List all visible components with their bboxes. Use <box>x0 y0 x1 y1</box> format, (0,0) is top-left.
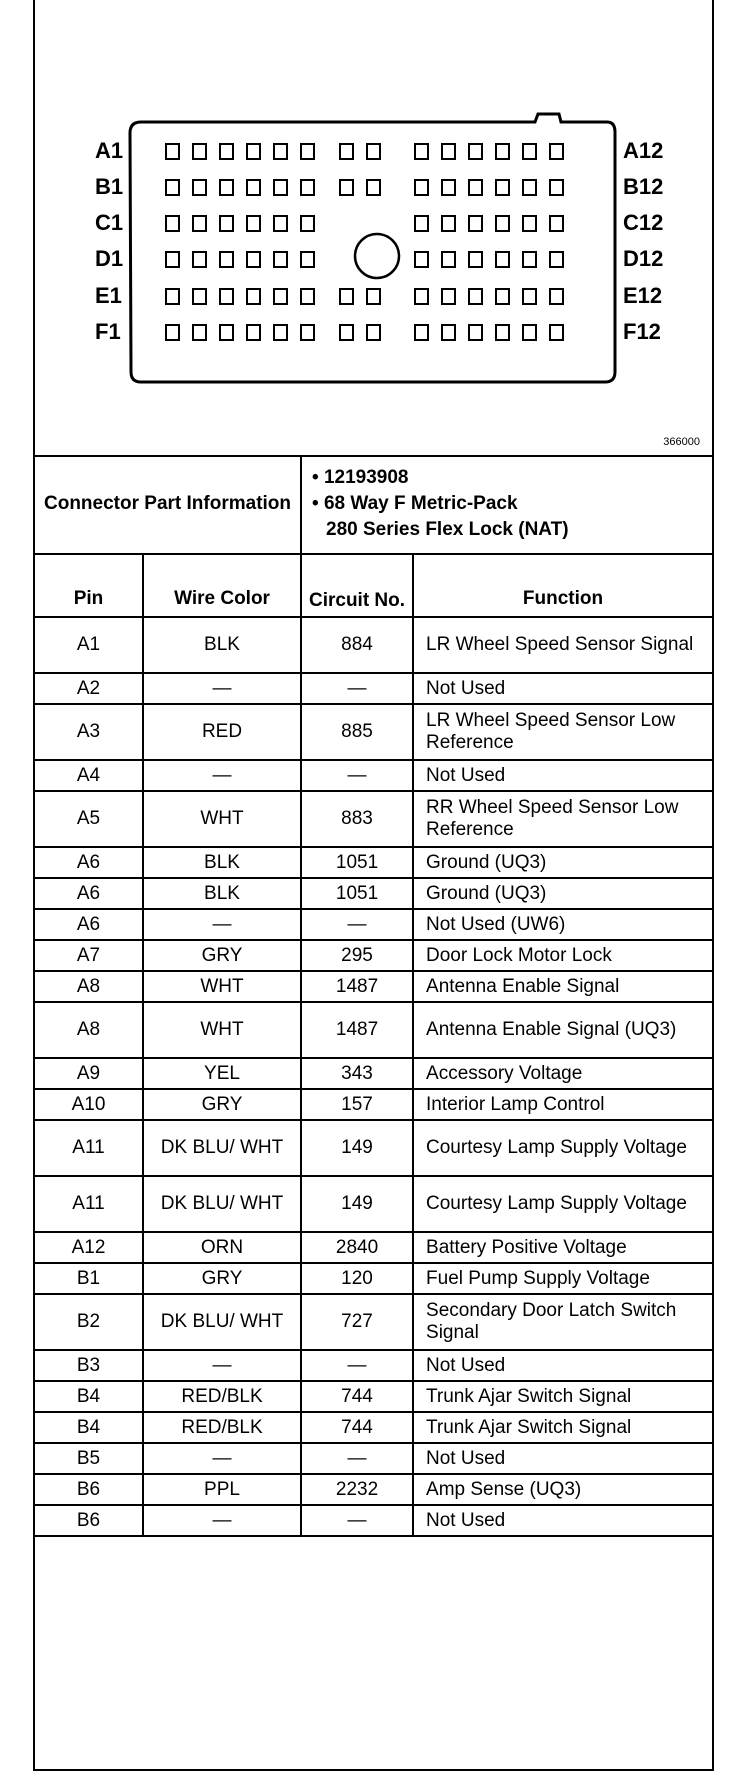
pin-cell: B5 <box>35 1443 143 1474</box>
pin-cavity <box>274 325 287 340</box>
row-label-left: B1 <box>95 174 124 199</box>
pin-cavity <box>523 180 536 195</box>
pin-cell: A12 <box>35 1232 143 1263</box>
pin-cavity <box>166 144 179 159</box>
circuit-cell: 744 <box>301 1412 413 1443</box>
wire-color-cell: BLK <box>143 847 301 878</box>
function-cell: Courtesy Lamp Supply Voltage <box>413 1120 712 1176</box>
header-wire-color: Wire Color <box>143 554 301 617</box>
wire-color-cell: — <box>143 1350 301 1381</box>
pin-cavity <box>193 216 206 231</box>
function-cell: LR Wheel Speed Sensor Signal <box>413 617 712 673</box>
connector-end-view-sheet <box>33 0 714 1771</box>
row-label-right: D12 <box>623 246 664 271</box>
pin-cavity <box>166 325 179 340</box>
pin-cavity <box>415 289 428 304</box>
pin-cavity <box>523 252 536 267</box>
pin-cell: A11 <box>35 1120 143 1176</box>
function-cell: Secondary Door Latch Switch Signal <box>413 1294 712 1350</box>
table-row <box>35 1232 712 1263</box>
circuit-cell: 2840 <box>301 1232 413 1263</box>
pin-cavity <box>301 216 314 231</box>
circuit-cell: 883 <box>301 791 413 847</box>
table-row <box>35 673 712 704</box>
circuit-cell: — <box>301 1443 413 1474</box>
circuit-cell: 1051 <box>301 847 413 878</box>
wire-color-cell: — <box>143 673 301 704</box>
table-row <box>35 1089 712 1120</box>
table-row <box>35 1263 712 1294</box>
function-cell: Fuel Pump Supply Voltage <box>413 1263 712 1294</box>
wire-color-cell: GRY <box>143 1089 301 1120</box>
pin-cavity <box>193 144 206 159</box>
function-cell: Amp Sense (UQ3) <box>413 1474 712 1505</box>
pin-cell: A5 <box>35 791 143 847</box>
pin-cavity <box>469 252 482 267</box>
wire-color-cell: — <box>143 760 301 791</box>
wire-color-cell: DK BLU/ WHT <box>143 1120 301 1176</box>
pin-cavity <box>523 289 536 304</box>
wire-color-cell: GRY <box>143 940 301 971</box>
pin-cavity <box>442 144 455 159</box>
wire-color-cell: GRY <box>143 1263 301 1294</box>
table-row <box>35 971 712 1002</box>
pin-cavity <box>274 180 287 195</box>
pin-cell: A6 <box>35 878 143 909</box>
right-row-labels <box>623 138 663 344</box>
pin-cavity <box>496 325 509 340</box>
pin-cell: B4 <box>35 1381 143 1412</box>
wire-color-cell: DK BLU/ WHT <box>143 1294 301 1350</box>
pin-cavity <box>166 289 179 304</box>
circuit-cell: — <box>301 909 413 940</box>
pin-cavity <box>523 144 536 159</box>
pin-cavity <box>415 144 428 159</box>
table-row <box>35 1294 712 1350</box>
table-row <box>35 1505 712 1536</box>
circuit-cell: 2232 <box>301 1474 413 1505</box>
pin-cavity <box>274 216 287 231</box>
pin-cavity <box>166 252 179 267</box>
pin-cavity <box>301 252 314 267</box>
pin-cavity <box>193 180 206 195</box>
function-cell: Trunk Ajar Switch Signal <box>413 1381 712 1412</box>
pin-cell: A8 <box>35 1002 143 1058</box>
pin-cavity <box>193 325 206 340</box>
pin-cavity <box>301 180 314 195</box>
pin-cavity-grid <box>166 144 563 340</box>
function-cell: Interior Lamp Control <box>413 1089 712 1120</box>
function-cell: Door Lock Motor Lock <box>413 940 712 971</box>
circuit-cell: — <box>301 1350 413 1381</box>
pin-cavity <box>301 144 314 159</box>
pin-cavity <box>220 180 233 195</box>
row-label-left: C1 <box>95 210 124 235</box>
pin-cavity <box>415 252 428 267</box>
pin-cavity <box>247 252 260 267</box>
function-cell: Antenna Enable Signal (UQ3) <box>413 1002 712 1058</box>
wire-color-cell: DK BLU/ WHT <box>143 1176 301 1232</box>
pin-cavity <box>274 144 287 159</box>
pin-cell: A6 <box>35 909 143 940</box>
circuit-cell: 120 <box>301 1263 413 1294</box>
row-label-right: E12 <box>623 283 663 308</box>
table-row <box>35 909 712 940</box>
pin-cell: B6 <box>35 1474 143 1505</box>
row-label-left: F1 <box>95 319 121 344</box>
pin-cavity <box>550 180 563 195</box>
pin-cell: A8 <box>35 971 143 1002</box>
connector-face-svg <box>35 0 712 455</box>
circuit-cell: — <box>301 673 413 704</box>
header-pin: Pin <box>35 554 143 617</box>
wire-color-cell: BLK <box>143 617 301 673</box>
pin-cavity <box>442 289 455 304</box>
pin-cavity <box>415 325 428 340</box>
pin-cell: B1 <box>35 1263 143 1294</box>
pin-cavity <box>550 216 563 231</box>
connector-info-label: Connector Part Information <box>35 455 301 554</box>
pin-cavity <box>301 325 314 340</box>
wire-color-cell: — <box>143 909 301 940</box>
wire-color-cell: RED/BLK <box>143 1381 301 1412</box>
pin-cavity <box>469 325 482 340</box>
wire-color-cell: ORN <box>143 1232 301 1263</box>
row-label-right: A12 <box>623 138 664 163</box>
pin-cavity <box>496 144 509 159</box>
row-label-right: C12 <box>623 210 664 235</box>
pin-cavity <box>301 289 314 304</box>
table-row <box>35 704 712 760</box>
pin-cavity <box>340 289 353 304</box>
circuit-cell: 885 <box>301 704 413 760</box>
pin-cell: A9 <box>35 1058 143 1089</box>
row-label-left: E1 <box>95 283 122 308</box>
pin-cavity <box>166 216 179 231</box>
connector-info-item: • 12193908 <box>312 467 409 488</box>
wire-color-cell: PPL <box>143 1474 301 1505</box>
pin-cavity <box>550 144 563 159</box>
header-circuit: Circuit No. <box>301 554 413 617</box>
pin-cavity <box>220 144 233 159</box>
pin-cavity <box>550 252 563 267</box>
connector-outline <box>130 114 615 382</box>
circuit-cell: — <box>301 760 413 791</box>
center-bolt-hole <box>355 234 399 278</box>
circuit-cell: 149 <box>301 1120 413 1176</box>
wire-color-cell: — <box>143 1505 301 1536</box>
connector-info-row <box>35 455 712 554</box>
pin-cavity <box>367 180 380 195</box>
pin-cavity <box>550 289 563 304</box>
table-row <box>35 760 712 791</box>
pin-cavity <box>550 325 563 340</box>
function-cell: Not Used <box>413 1505 712 1536</box>
row-label-left: D1 <box>95 246 124 271</box>
row-label-right: F12 <box>623 319 661 344</box>
pin-cell: A11 <box>35 1176 143 1232</box>
table-row <box>35 1350 712 1381</box>
wire-color-cell: — <box>143 1443 301 1474</box>
circuit-cell: 295 <box>301 940 413 971</box>
function-cell: Battery Positive Voltage <box>413 1232 712 1263</box>
pin-cell: A10 <box>35 1089 143 1120</box>
pin-cavity <box>367 289 380 304</box>
pin-cavity <box>523 216 536 231</box>
circuit-cell: 727 <box>301 1294 413 1350</box>
pin-cavity <box>220 289 233 304</box>
pin-cavity <box>340 325 353 340</box>
pin-cavity <box>496 180 509 195</box>
pin-cavity <box>523 325 536 340</box>
row-label-left: A1 <box>95 138 124 163</box>
header-function: Function <box>413 554 712 617</box>
function-cell: Trunk Ajar Switch Signal <box>413 1412 712 1443</box>
circuit-cell: 884 <box>301 617 413 673</box>
table-row <box>35 1176 712 1232</box>
figure-number: 366000 <box>663 436 700 448</box>
pin-cavity <box>193 252 206 267</box>
pin-cell: A6 <box>35 847 143 878</box>
pin-cavity <box>469 216 482 231</box>
function-cell: Not Used <box>413 1443 712 1474</box>
table-row <box>35 1120 712 1176</box>
pin-cavity <box>220 325 233 340</box>
pin-cavity <box>496 252 509 267</box>
pin-cavity <box>193 289 206 304</box>
pin-cavity <box>469 144 482 159</box>
pin-cavity <box>220 252 233 267</box>
pin-cell: A3 <box>35 704 143 760</box>
pin-cell: B2 <box>35 1294 143 1350</box>
wire-color-cell: WHT <box>143 1002 301 1058</box>
pin-cavity <box>274 289 287 304</box>
table-header-row <box>35 554 712 617</box>
wire-color-cell: YEL <box>143 1058 301 1089</box>
pin-cell: B4 <box>35 1412 143 1443</box>
pin-cavity <box>469 289 482 304</box>
table-row <box>35 1058 712 1089</box>
circuit-cell: 1487 <box>301 971 413 1002</box>
table-row <box>35 1002 712 1058</box>
circuit-cell: 149 <box>301 1176 413 1232</box>
pin-cell: A7 <box>35 940 143 971</box>
function-cell: Accessory Voltage <box>413 1058 712 1089</box>
table-row <box>35 1474 712 1505</box>
table-row <box>35 1443 712 1474</box>
row-label-right: B12 <box>623 174 664 199</box>
pin-cavity <box>166 180 179 195</box>
circuit-cell: 744 <box>301 1381 413 1412</box>
circuit-cell: — <box>301 1505 413 1536</box>
pin-cavity <box>442 216 455 231</box>
circuit-cell: 1487 <box>301 1002 413 1058</box>
circuit-cell: 157 <box>301 1089 413 1120</box>
pin-cavity <box>469 180 482 195</box>
function-cell: Ground (UQ3) <box>413 878 712 909</box>
pin-cell: A1 <box>35 617 143 673</box>
pin-cavity <box>340 180 353 195</box>
table-row <box>35 791 712 847</box>
table-row <box>35 878 712 909</box>
connector-info-item: • 68 Way F Metric-Pack <box>312 493 518 514</box>
pin-cavity <box>247 144 260 159</box>
function-cell: RR Wheel Speed Sensor Low Reference <box>413 791 712 847</box>
connector-info-list <box>301 455 712 554</box>
pin-cavity <box>367 144 380 159</box>
pin-cavity <box>247 325 260 340</box>
pin-cavity <box>340 144 353 159</box>
function-cell: Ground (UQ3) <box>413 847 712 878</box>
table-row <box>35 847 712 878</box>
function-cell: LR Wheel Speed Sensor Low Reference <box>413 704 712 760</box>
pin-cavity <box>247 289 260 304</box>
pin-cell: B3 <box>35 1350 143 1381</box>
table-row <box>35 1412 712 1443</box>
table-row <box>35 617 712 673</box>
function-cell: Not Used <box>413 1350 712 1381</box>
function-cell: Antenna Enable Signal <box>413 971 712 1002</box>
pin-cell: A4 <box>35 760 143 791</box>
pin-cavity <box>415 216 428 231</box>
pin-cavity <box>367 325 380 340</box>
pin-cavity <box>496 216 509 231</box>
pinout-table <box>35 455 712 1537</box>
pin-cell: A2 <box>35 673 143 704</box>
function-cell: Not Used (UW6) <box>413 909 712 940</box>
pin-cavity <box>442 180 455 195</box>
pin-cavity <box>247 216 260 231</box>
left-row-labels <box>95 138 123 344</box>
wire-color-cell: WHT <box>143 791 301 847</box>
function-cell: Not Used <box>413 760 712 791</box>
pin-cavity <box>247 180 260 195</box>
circuit-cell: 343 <box>301 1058 413 1089</box>
pin-cavity <box>274 252 287 267</box>
pin-cavity <box>220 216 233 231</box>
pin-cavity <box>442 252 455 267</box>
pin-cavity <box>442 325 455 340</box>
function-cell: Courtesy Lamp Supply Voltage <box>413 1176 712 1232</box>
wire-color-cell: RED <box>143 704 301 760</box>
table-row <box>35 1381 712 1412</box>
wire-color-cell: WHT <box>143 971 301 1002</box>
wire-color-cell: BLK <box>143 878 301 909</box>
pin-cell: B6 <box>35 1505 143 1536</box>
connector-diagram <box>35 0 712 457</box>
pin-cavity <box>496 289 509 304</box>
function-cell: Not Used <box>413 673 712 704</box>
pin-cavity <box>415 180 428 195</box>
circuit-cell: 1051 <box>301 878 413 909</box>
table-row <box>35 940 712 971</box>
wire-color-cell: RED/BLK <box>143 1412 301 1443</box>
connector-info-item: 280 Series Flex Lock (NAT) <box>326 519 569 540</box>
